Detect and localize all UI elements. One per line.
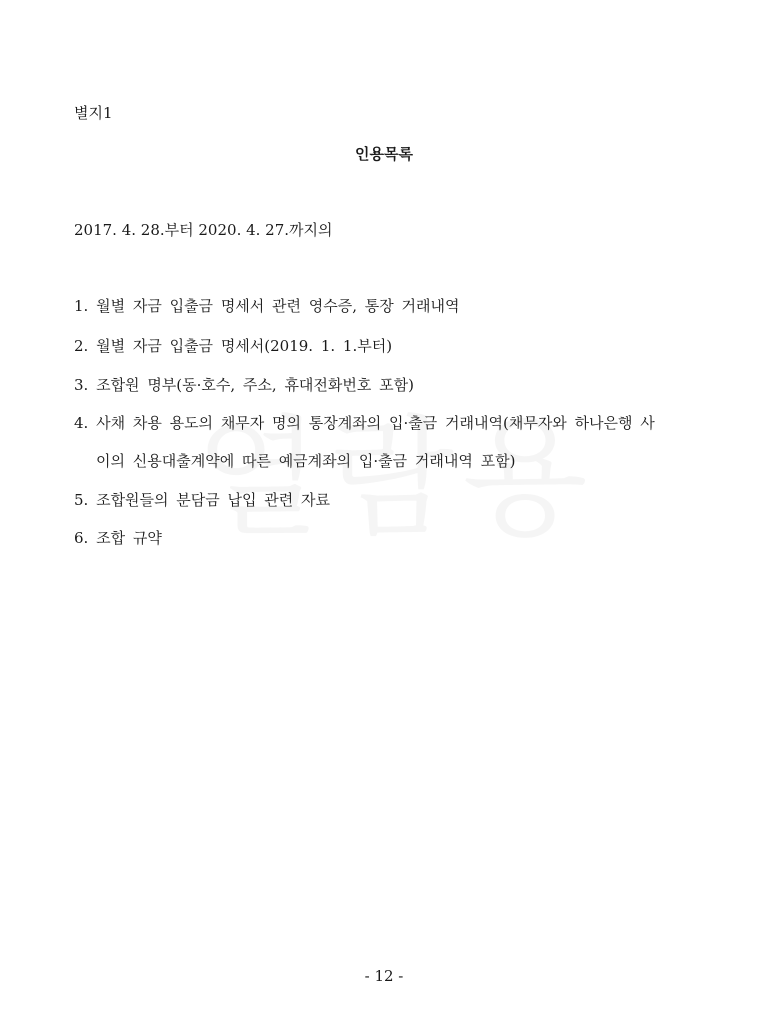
list-item-continuation: 이의 신용대출계약에 따른 예금계좌의 입·출금 거래내역 포함) (96, 452, 516, 470)
list-item: 6. 조합 규약 (74, 529, 162, 547)
list-item: 2. 월별 자금 입출금 명세서(2019. 1. 1.부터) (74, 337, 393, 355)
list-item: 5. 조합원들의 분담금 납입 관련 자료 (74, 491, 331, 509)
list-item: 4. 사채 차용 용도의 채무자 명의 통장계좌의 입·출금 거래내역(채무자와 하나은행 사 (74, 414, 655, 432)
period-text: 2017. 4. 28.부터 2020. 4. 27.까지의 (74, 221, 333, 239)
page-title: 인용목록 (355, 145, 413, 163)
page-number: - 12 - (364, 967, 404, 985)
list-item: 3. 조합원 명부(동·호수, 주소, 휴대전화번호 포함) (74, 376, 414, 394)
annex-label: 별지1 (74, 104, 113, 122)
list-item: 1. 월별 자금 입출금 명세서 관련 영수증, 통장 거래내역 (74, 297, 460, 315)
